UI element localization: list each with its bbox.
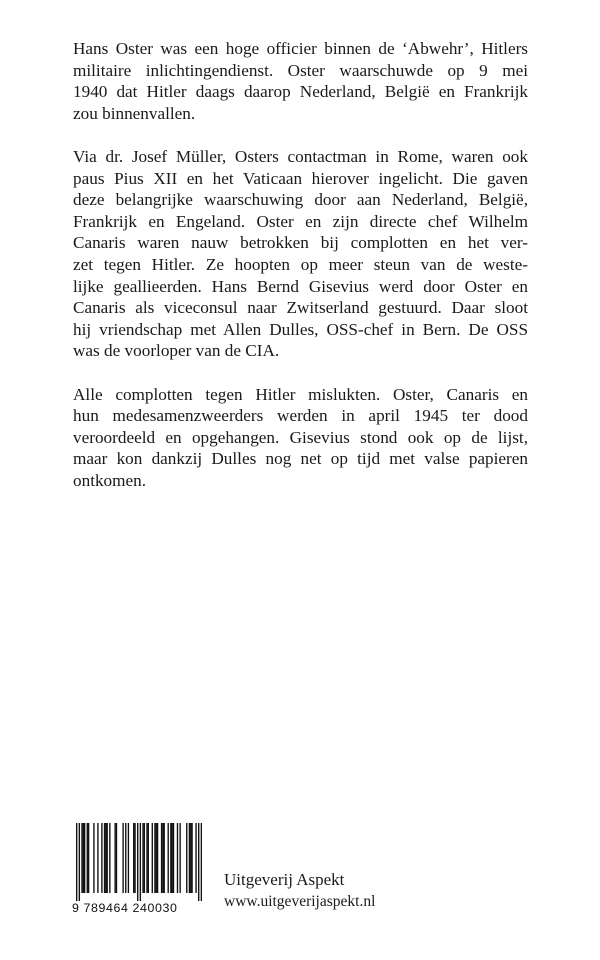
barcode-bar	[107, 823, 108, 893]
barcode-bar	[109, 823, 110, 893]
text-line: maar kon dankzij Dulles nog net op tijd met valse papieren	[73, 449, 528, 469]
text-line: deze belangrijke waarschuwing door aan Nederland, België,	[73, 190, 528, 210]
text-line: 1940 dat Hitler daags daarop Nederland, België en Frankrijk	[73, 82, 528, 102]
isbn-barcode	[72, 823, 202, 915]
barcode-bar	[128, 823, 129, 893]
barcode-bar	[168, 823, 169, 893]
text-line: Canaris waren nauw betrokken bij complotten en het ver-	[73, 233, 528, 253]
barcode-bar	[162, 823, 163, 893]
barcode-bar	[177, 823, 178, 893]
barcode-bar	[164, 823, 165, 893]
barcode-bar	[79, 823, 80, 901]
barcode-bar	[171, 823, 172, 893]
text-line: ontkomen.	[73, 470, 147, 490]
barcode-bar	[146, 823, 147, 893]
barcode-bar	[190, 823, 191, 893]
barcode-bar	[105, 823, 106, 893]
barcode-bar	[140, 823, 141, 901]
text-line: lijke geallieerden. Hans Bernd Gisevius werd door Oster en	[73, 276, 528, 296]
barcode-bar	[201, 823, 202, 901]
barcode-icon	[76, 823, 202, 901]
barcode-bar	[189, 823, 190, 893]
barcode-bar	[144, 823, 145, 893]
text-line: zou binnenvallen.	[73, 103, 196, 123]
barcode-bar	[170, 823, 171, 893]
barcode-bar	[148, 823, 149, 893]
blurb-text	[73, 38, 528, 513]
barcode-bar	[161, 823, 162, 893]
text-line: hun medesamenzweerders werden in april 1945 ter dood	[73, 406, 528, 426]
barcode-bar	[191, 823, 192, 893]
barcode-bar	[122, 823, 123, 893]
barcode-bar	[81, 823, 82, 893]
barcode-bar	[84, 823, 85, 893]
barcode-bar	[157, 823, 158, 893]
barcode-bar	[83, 823, 84, 893]
publisher-url: www.uitgeverijaspekt.nl	[224, 893, 376, 910]
barcode-bar	[142, 823, 143, 893]
barcode-bar	[116, 823, 117, 893]
barcode-bar	[137, 823, 138, 901]
barcode-bar	[156, 823, 157, 893]
paragraph-1	[73, 38, 528, 124]
barcode-bar	[134, 823, 135, 893]
publisher-name: Uitgeverij Aspekt	[224, 870, 345, 889]
text-line: Alle complotten tegen Hitler mislukten. Oster, Canaris en	[73, 384, 528, 404]
text-line: paus Pius XII en het Vaticaan hierover ingelicht. Die gaven	[73, 168, 528, 188]
paragraph-3	[73, 384, 528, 492]
barcode-bar	[101, 823, 102, 893]
paragraph-2	[73, 146, 528, 362]
barcode-bar	[88, 823, 89, 893]
barcode-bar	[76, 823, 77, 901]
barcode-bar	[173, 823, 174, 893]
barcode-bar	[154, 823, 155, 893]
text-line: Via dr. Josef Müller, Osters contactman in Rome, waren ook	[73, 146, 528, 166]
text-line: hij vriendschap met Allen Dulles, OSS-chef in Bern. De OSS	[73, 319, 528, 339]
barcode-bar	[195, 823, 196, 893]
barcode-bar	[87, 823, 88, 893]
barcode-bar	[93, 823, 94, 893]
barcode-bar	[125, 823, 126, 893]
barcode-bar	[186, 823, 187, 893]
text-line: Hans Oster was een hoge officier binnen de ‘Abwehr’, Hitlers	[73, 39, 528, 58]
text-line: veroordeeld en opgehangen. Gisevius stond ook op de lijst,	[73, 427, 528, 447]
text-line: Frankrijk en Engeland. Oster en zijn directe chef Wilhelm	[73, 211, 528, 231]
barcode-bar	[152, 823, 153, 893]
text-line: zet tegen Hitler. Ze hoopten op meer steun van de weste-	[73, 254, 528, 274]
barcode-bar	[104, 823, 105, 893]
barcode-digits: 9 789464 240030	[72, 901, 178, 915]
text-line: was de voorloper van de CIA.	[73, 341, 280, 361]
barcode-bar	[97, 823, 98, 893]
text-line: Canaris als viceconsul naar Zwitserland gestuurd. Daar sloot	[73, 298, 528, 318]
barcode-bar	[198, 823, 199, 901]
barcode-bar	[114, 823, 115, 893]
barcode-bar	[179, 823, 180, 893]
barcode-bar	[133, 823, 134, 893]
text-line: militaire inlichtingendienst. Oster waarschuwde op 9 mei	[73, 60, 528, 80]
